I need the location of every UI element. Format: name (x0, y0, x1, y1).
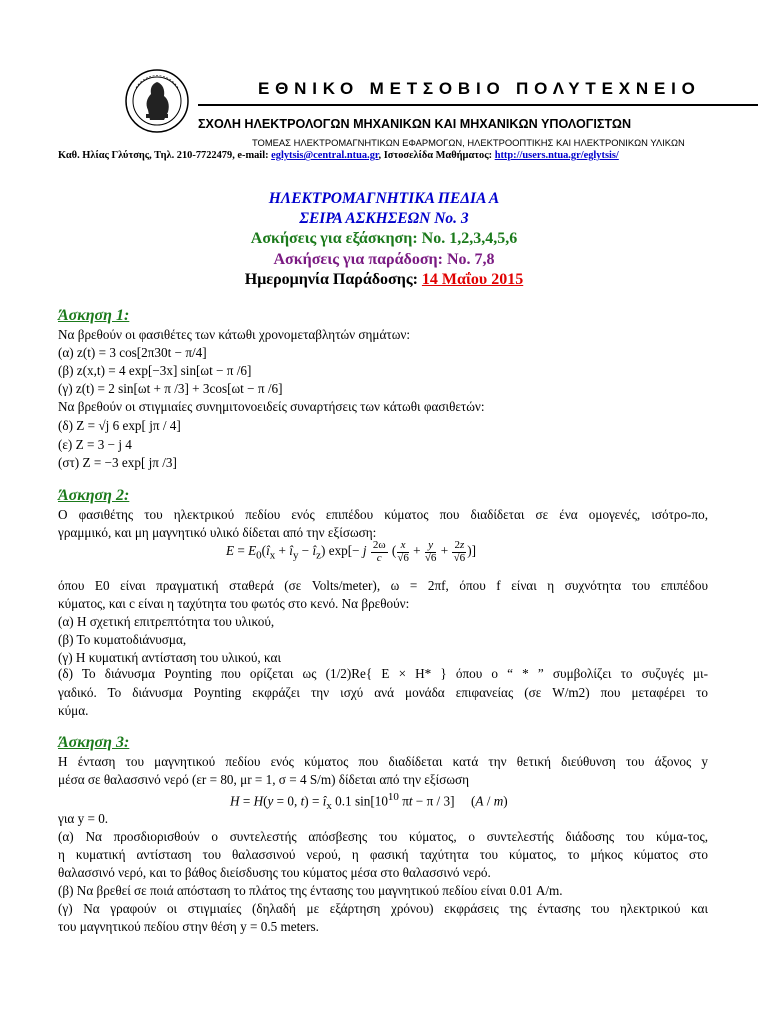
ex3-item-a-line3: θαλασσινό νερό, και το βάθος διείσδυσης του κύματος μέσα στο θαλασσινό νερό. (58, 865, 491, 880)
ex1-item-e: (ε) Z = 3 − j 4 (58, 437, 132, 452)
ex1-intro2: Να βρεθούν οι στιγμιαίες συνημιτονοειδείς συναρτήσεις των κάτωθι φασιθετών: (58, 399, 485, 414)
university-name: ΕΘΝΙΚΟ ΜΕΤΣΟΒΙΟ ΠΟΛΥΤΕΧΝΕΙΟ (258, 79, 701, 98)
ex1-item-b: (β) z(x,t) = 4 exp[−3x] sin[ωt − π /6] (58, 363, 252, 378)
contact-mid: , Ιστοσελίδα Μαθήματος: (378, 150, 495, 161)
submit-exercises: Ασκήσεις για παράδοση: No. 7,8 (273, 251, 495, 268)
ex2-para-1: Ο φασιθέτης του ηλεκτρικού πεδίου ενός επιπέδου κύματος που διαδίδεται σε ένα ομογενές, ισότρο-πο, (58, 507, 708, 522)
header-divider (198, 104, 758, 106)
ex2-item-d-line1: (δ) Το διάνυσμα Poynting που ορίζεται ως (1/2)Re{ E × H* } όπου ο “ * ” συμβολίζει το συζυγές μι- (58, 666, 708, 681)
series-title: ΣΕΙΡΑ ΑΣΚΗΣΕΩΝ No. 3 (299, 210, 469, 227)
due-date: 14 Μαΐου 2015 (421, 271, 524, 288)
ex1-item-c: (γ) z(t) = 2 sin[ωt + π /3] + 3cos[ωt − π /6] (58, 381, 283, 396)
ex3-item-a-line1: (α) Να προσδιορισθούν ο συντελεστής απόσβεσης του κύματος, ο συντελεστής διάδοσης του κύμα-τος, (58, 829, 708, 844)
school-name: ΣΧΟΛΗ ΗΛΕΚΤΡΟΛΟΓΩΝ ΜΗΧΑΝΙΚΩΝ ΚΑΙ ΜΗΧΑΝΙΚΩΝ ΥΠΟΛΟΓΙΣΤΩΝ (198, 117, 632, 131)
ex2-item-a: (α) Η σχετική επιτρεπτότητα του υλικού, (58, 614, 275, 629)
contact-line (58, 150, 619, 161)
ex2-item-d-line2: γαδικό. Το διάνυσμα Poynting εκφράζει την ισχύ ανά μονάδα επιφανείας (σε W/m2) που μεταφέρει το (58, 685, 708, 700)
ex1-item-d: (δ) Z = √j 6 exp[ jπ / 4] (58, 418, 181, 433)
ex1-item-a: (α) z(t) = 3 cos[2π30t − π/4] (58, 345, 207, 360)
ex3-item-a-line2: η κυματική αντίσταση του θαλασσινού νερού, η φασική ταχύτητα του κύματος, το μήκος κύματος στο (58, 847, 708, 862)
ex2-para-2: γραμμικό, και μη μαγνητικό υλικό δίδεται από την εξίσωση: (58, 525, 377, 540)
ex3-field-equation: H = H(y = 0, $t) = î_x$ 0.1 $\sin[10^{10}$ πt − π / 3] (A / m) (230, 791, 508, 813)
ex1-intro: Να βρεθούν οι φασιθέτες των κάτωθι χρονομεταβλητών σημάτων: (58, 327, 411, 342)
exercise-1-heading: Άσκηση 1: (58, 307, 130, 324)
ex2-para-4: κύματος, και c είναι η ταχύτητα του φωτός στο κενό. Να βρεθούν: (58, 596, 410, 611)
due-date-line (0, 271, 768, 289)
contact-prefix: Καθ. Ηλίας Γλύτσης, Τηλ. 210-7722479, e-mail: (58, 150, 272, 161)
exercise-3-heading: Άσκηση 3: (58, 734, 130, 751)
ntua-seal-icon (124, 68, 190, 134)
ex2-item-c: (γ) Η κυματική αντίσταση του υλικού, και (58, 650, 281, 665)
website-link[interactable]: http://users.ntua.gr/eglytsis/ (494, 150, 619, 161)
ex3-item-c-line2: του μαγνητικού πεδίου στην θέση y = 0.5 meters. (58, 919, 319, 934)
department-name: ΤΟΜΕΑΣ ΗΛΕΚΤΡΟΜΑΓΝΗΤΙΚΩΝ ΕΦΑΡΜΟΓΩΝ, ΗΛΕΚΤΡΟΟΠΤΙΚΗΣ ΚΑΙ ΗΛΕΚΤΡΟΝΙΚΩΝ ΥΛΙΚΩΝ (252, 137, 685, 148)
email-link[interactable]: eglytsis@central.ntua.gr (271, 150, 379, 161)
course-title: ΗΛΕΚΤΡΟΜΑΓΝΗΤΙΚΑ ΠΕΔΙΑ Α (268, 190, 500, 207)
ex3-item-b: (β) Να βρεθεί σε ποιά απόσταση το πλάτος της έντασης του μαγνητικού πεδίου είναι 0.01 A/m. (58, 883, 563, 898)
ex3-para-1: Η ένταση του μαγνητικού πεδίου ενός κύματος που διαδίδεται κατά την θετική διεύθυνση του άξονος y (58, 754, 708, 769)
ex1-item-f: (στ) Z = −3 exp[ jπ /3] (58, 455, 177, 470)
ex2-item-b: (β) Το κυματοδιάνυσμα, (58, 632, 187, 647)
ex3-para-3: για y = 0. (58, 811, 109, 826)
practice-exercises: Ασκήσεις για εξάσκηση: No. 1,2,3,4,5,6 (250, 230, 518, 247)
ex3-item-c-line1: (γ) Να γραφούν οι στιγμιαίες (δηλαδή με εξάρτηση χρόνου) εκφράσεις της έντασης του ηλεκτρικού και (58, 901, 708, 916)
due-label: Ημερομηνία Παράδοσης: (244, 271, 422, 288)
ex2-field-equation: $E = E_0(î_x$ + $î_y$ − $î_z$) exp[− j $\frac{2\omega}{c}$ ( $\frac{x}{√6}$ + $\frac{y}{√6}$ + $\frac{2z}{√6}$ )] (226, 539, 477, 564)
ex3-para-2: μέσα σε θαλασσινό νερό (εr = 80, μr = 1, σ = 4 S/m) δίδεται από την εξίσωση (58, 772, 470, 787)
ex2-para-3: όπου E0 είναι πραγματική σταθερά (σε Volts/meter), ω = 2πf, όπου f είναι η συχνότητα του επιπέδου (58, 578, 708, 593)
ex2-item-d-line3: κύμα. (58, 703, 89, 718)
exercise-2-heading: Άσκηση 2: (58, 487, 130, 504)
